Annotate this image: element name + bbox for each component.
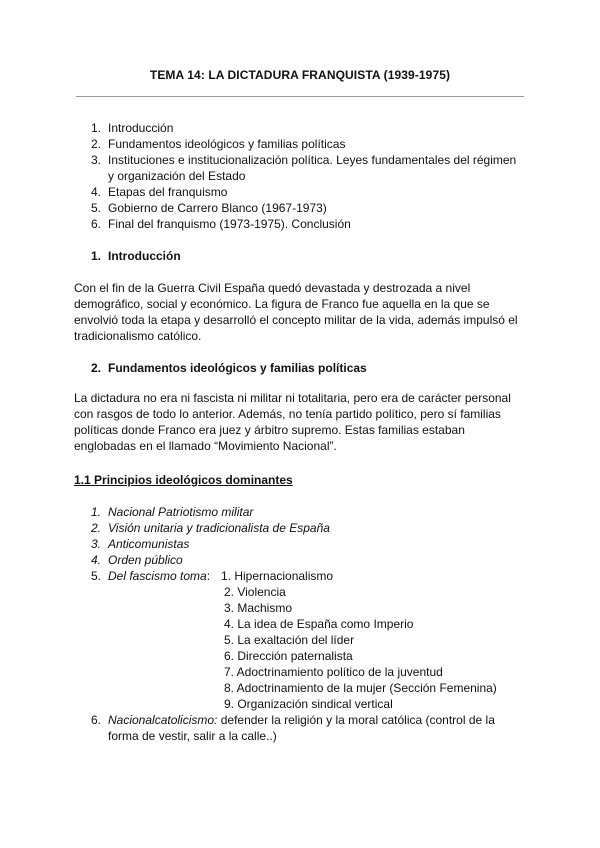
toc-item: Gobierno de Carrero Blanco (1967-1973) (108, 201, 327, 215)
toc-item: Etapas del franquismo (108, 185, 228, 199)
toc-number: 5. (91, 201, 102, 215)
list-number: 1. (91, 505, 102, 519)
paragraph-line: englobadas en el llamado “Movimiento Nacional”. (74, 439, 337, 453)
paragraph-line: tradicionalismo católico. (74, 329, 202, 343)
sublist-item: 5. La exaltación del líder (224, 633, 355, 647)
list-item: Nacional Patriotismo militar (108, 505, 254, 519)
title-divider (76, 96, 524, 97)
toc-item: Introducción (108, 121, 174, 135)
sublist-item: 4. La idea de España como Imperio (224, 617, 414, 631)
toc-item: Instituciones e institucionalización política. Leyes fundamentales del régimen (108, 153, 517, 167)
list-item-label: Nacionalcatolicismo: (108, 713, 218, 727)
paragraph-line: envolvió toda la etapa y desarrolló el concepto militar de la vida, además impulsó el (74, 313, 518, 327)
list-item-continued: forma de vestir, salir a la calle..) (108, 729, 277, 743)
sublist-item: 6. Dirección paternalista (224, 649, 353, 663)
toc-number: 2. (91, 137, 102, 151)
sublist-item: 9. Organización sindical vertical (224, 697, 393, 711)
toc-number: 3. (91, 153, 102, 167)
sublist-item: 7. Adoctrinamiento político de la juventud (224, 665, 443, 679)
paragraph-line: Con el fin de la Guerra Civil España quedó devastada y destrozada a nivel (74, 281, 471, 295)
section-number: 2. (91, 361, 102, 375)
list-item (108, 712, 495, 728)
paragraph-line: con rasgos de todo lo anterior. Además, no tenía partido político, pero sí familias (74, 407, 501, 421)
toc-item: Fundamentos ideológicos y familias políticas (108, 137, 346, 151)
paragraph-line: demográfico, social y económico. La figura de Franco fue aquella en la que se (74, 297, 490, 311)
list-item: Visión unitaria y tradicionalista de España (108, 521, 330, 535)
sublist-item: 2. Violencia (224, 585, 286, 599)
toc-number: 4. (91, 185, 102, 199)
section-number: 1. (91, 249, 102, 263)
list-number: 2. (91, 521, 102, 535)
list-number: 5. (91, 569, 102, 583)
paragraph-line: políticas donde Franco era juez y árbitro supremo. Estas familias estaban (74, 423, 465, 437)
list-item-text: defender la religión y la moral católica (control de la (217, 713, 495, 727)
list-number: 6. (91, 713, 102, 727)
sublist-item: 8. Adoctrinamiento de la mujer (Sección Femenina) (224, 681, 497, 695)
list-number: 4. (91, 553, 102, 567)
toc-item: Final del franquismo (1973-1975). Conclusión (108, 217, 351, 231)
sublist-item: 3. Machismo (224, 601, 293, 615)
section-heading: Introducción (108, 249, 181, 263)
document-title: TEMA 14: LA DICTADURA FRANQUISTA (1939-1975) (149, 68, 451, 82)
toc-item-continued: y organización del Estado (108, 169, 246, 183)
toc-number: 1. (91, 121, 102, 135)
list-item: Orden público (108, 553, 183, 567)
list-item: Anticomunistas (108, 537, 190, 551)
paragraph-line: La dictadura no era ni fascista ni militar ni totalitaria, pero era de carácter personal (74, 391, 511, 405)
subsection-heading: 1.1 Principios ideológicos dominantes (74, 473, 293, 487)
list-item: Del fascismo toma: (108, 569, 211, 583)
list-item-label: Del fascismo toma (108, 569, 207, 583)
list-number: 3. (91, 537, 102, 551)
toc-number: 6. (91, 217, 102, 231)
sublist-item: 1. Hipernacionalismo (221, 569, 334, 583)
section-heading: Fundamentos ideológicos y familias políticas (108, 361, 367, 375)
